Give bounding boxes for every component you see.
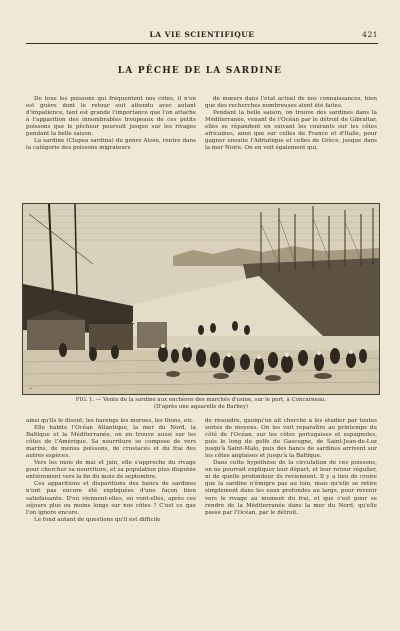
column-bottom-right	[205, 418, 377, 603]
paragraph: de mœurs dans l'état actuel de nos connaissances, bien que des recherches nombreuses aient été faites.	[205, 96, 377, 110]
paragraph: Elle habite l'Océan Atlantique, la mer du Nord, la Baltique et la Méditerranée, on en trouve aussi sur les côtes de l'Amérique. Sa nourriture se compose de vers marins, de menus poissons, de crustacés et du frai des autres espèces.	[26, 425, 196, 460]
svg-text:~: ~	[29, 386, 33, 391]
header-rule	[26, 43, 378, 44]
running-head-title: LA VIE SCIENTIFIQUE	[149, 30, 255, 39]
article-title: LA PÊCHE DE LA SARDINE	[117, 66, 283, 76]
paragraph: Ces apparitions et disparitions des bancs de sardines n'ont pas encore été expliquées d'une façon bien satisfaisante. D'où viennent-elles, où vont-elles, après ces séjours plus ou moins longs sur nos côtes ? C'est ce que l'on ignore encore.	[26, 481, 196, 516]
caption-credit: (D'après une aquarelle de Barbey)	[153, 403, 249, 410]
running-head	[26, 30, 378, 42]
paragraph: Pendant la belle saison, on trouve des sardines dans la Méditerranée, venant de l'Océan par le détroit de Gibraltar, elles se répandent en suivant les courants sur les côtes africaines, ainsi que sur celles de France et d'Italie, pour gagner ensuite l'Adriatique et celles de Grèce, jusque dans la mer Noire. On en voit également qui,	[205, 110, 377, 152]
paragraph: Dans cette hypothèse de la circulation de ces poissons, on ne pourrait expliquer leur départ, et leur retour régulier, ni de quelle profondeur ils reviennent. Il y a lieu de croire que la sardine n'émigre pas au loin, mais qu'elle se retire simplement dans les eaux profondes au large, pour revenir vers le rivage au moment du frai, et que c'est pour se rendre de la Méditerranée dans la mer du Nord, qu'elle passe par l'Océan, par le détroit.	[205, 460, 377, 516]
paragraph: ainsi qu'ils le disent, les harengs les morues, les thons, etc.	[26, 418, 195, 424]
paragraph: Vers les mois de mai et juin, elle s'approche du rivage pour chercher sa nourriture, et sa population plus disputée entièrement vers la fin du mois de septembre.	[26, 460, 196, 481]
harbor-engraving	[22, 203, 380, 395]
paragraph: Le fond autant de questions qu'il est difficile	[34, 516, 161, 523]
paragraph: de résoudre, quoiqu'on ait cherché à les étudier par toutes sortes de moyens. On les voit reparaître au printemps du côté de l'Océan, sur les côtes portugaises et espagnoles, puis le long du golfe de Gascogne, de Saint-Jean-de-Luz jusqu'à Saint-Malo, puis des bancs de sardines arrivent sur les côtes anglaises et jusqu'à la Baltique.	[205, 418, 377, 460]
column-top-left	[26, 96, 196, 194]
column-bottom-left	[26, 418, 196, 603]
figure-caption	[26, 397, 376, 410]
paragraph: La sardine (Clupea sardina) du genre Alose, rentre dans la catégorie des poissons migrateurs	[26, 138, 196, 152]
column-top-right	[205, 96, 377, 194]
page-number: 421	[362, 30, 378, 39]
caption-text: FIG. 1. — Vente de la sardine aux enchères des marchés d'usine, sur le port, à Concarneau.	[75, 397, 327, 403]
paragraph: De tous les poissons qui fréquentent nos côtes, il n'en est guère dont le retour soit attendu avec autant d'impatience, tant est grande l'importance que l'on attache à l'apparition des innombrables troupeaux de ces petits poissons que le pêcheur poursuit jusque sur les rivages pendant la belle saison.	[26, 96, 196, 138]
